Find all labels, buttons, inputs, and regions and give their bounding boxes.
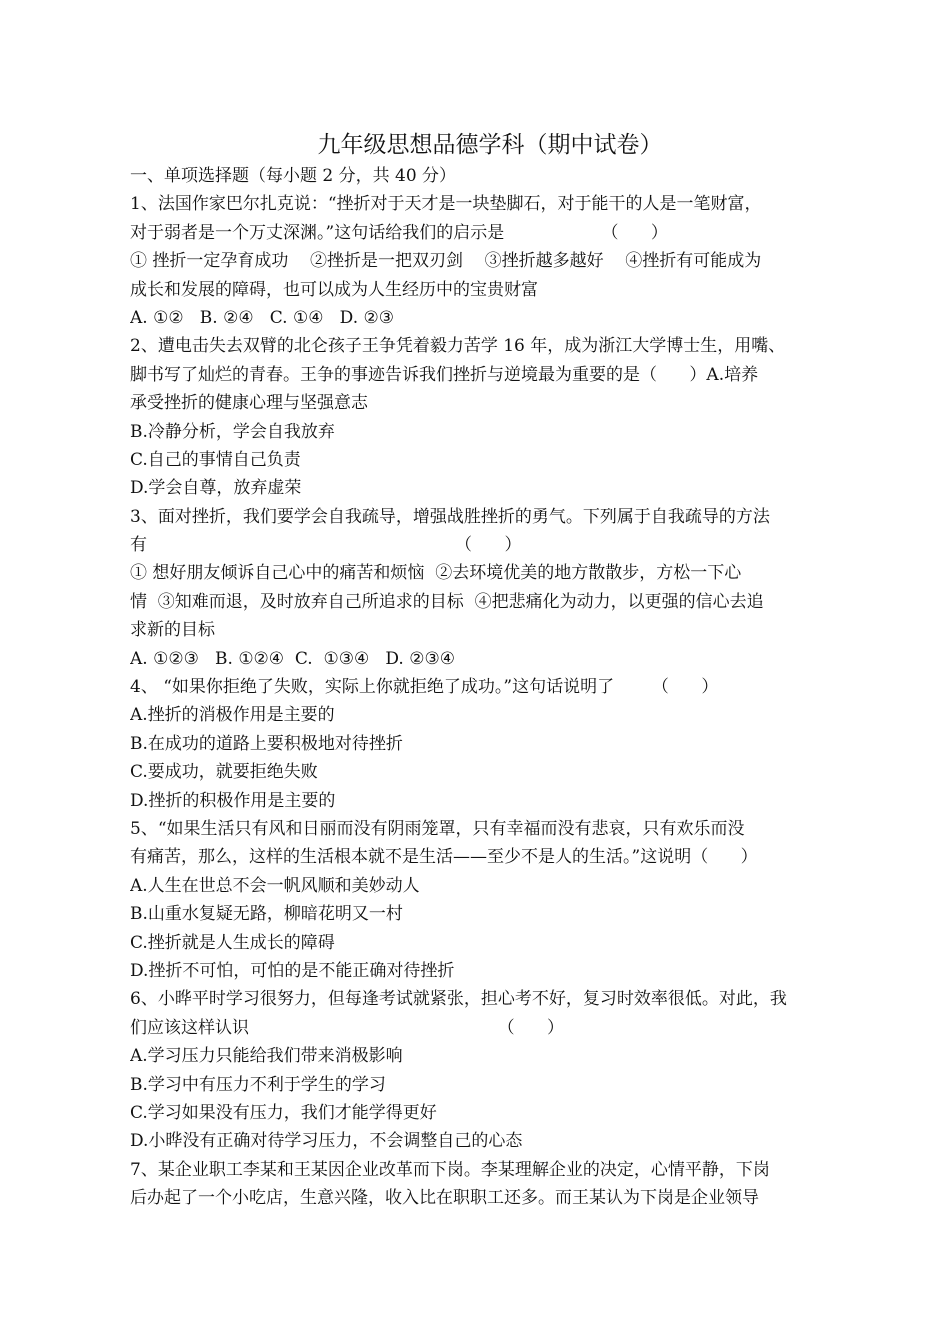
text-line: ① 想好朋友倾诉自己心中的痛苦和烦恼 ②去环境优美的地方散散步，方松一下心 — [130, 563, 742, 584]
question-body — [130, 190, 830, 1212]
text-line: A.学习压力只能给我们带来消极影响 — [130, 1046, 403, 1067]
text-line: 4、 “如果你拒绝了失败，实际上你就拒绝了成功。”这句话说明了 （ ） — [130, 677, 719, 698]
text-line: 脚书写了灿烂的青春。王争的事迹告诉我们挫折与逆境最为重要的是（ ）A.培养 — [130, 364, 759, 385]
text-line: 5、“如果生活只有风和日丽而没有阴雨笼罩，只有幸福而没有悲哀，只有欢乐而没 — [130, 818, 745, 839]
text-line: A.挫折的消极作用是主要的 — [130, 705, 335, 726]
text-line: 6、小晔平时学习很努力，但每逢考试就紧张，担心考不好，复习时效率很低。对此，我 — [130, 989, 787, 1010]
text-line: A.人生在世总不会一帆风顺和美妙动人 — [130, 875, 420, 896]
exam-title: 九年级思想品德学科（期中试卷） — [317, 132, 663, 158]
text-line: 成长和发展的障碍，也可以成为人生经历中的宝贵财富 — [130, 279, 538, 300]
text-line: 7、某企业职工李某和王某因企业改革而下岗。李某理解企业的决定，心情平静，下岗 — [130, 1159, 770, 1180]
text-line: C.挫折就是人生成长的障碍 — [130, 932, 335, 953]
text-line: 有痛苦，那么，这样的生活根本就不是生活——至少不是人的生活。”这说明（ ） — [130, 847, 758, 868]
text-line: C.要成功，就要拒绝失败 — [130, 762, 318, 783]
text-line: 2、遭电击失去双臂的北仑孩子王争凭着毅力苦学 16 年，成为浙江大学博士生，用嘴、 — [130, 336, 786, 357]
text-line: 对于弱者是一个万丈深渊。”这句话给我们的启示是 （ ） — [130, 222, 668, 243]
text-line: C.学习如果没有压力，我们才能学得更好 — [130, 1102, 437, 1123]
text-line: D.挫折不可怕，可怕的是不能正确对待挫折 — [130, 960, 455, 981]
text-line: 3、面对挫折，我们要学会自我疏导，增强战胜挫折的勇气。下列属于自我疏导的方法 — [130, 506, 770, 527]
text-line: 们应该这样认识 （ ） — [130, 1017, 564, 1038]
text-line: B.在成功的道路上要积极地对待挫折 — [130, 733, 403, 754]
text-line: 后办起了一个小吃店，生意兴隆，收入比在职职工还多。而王某认为下岗是企业领导 — [130, 1188, 759, 1209]
text-line: 承受挫折的健康心理与坚强意志 — [130, 393, 368, 414]
exam-page — [130, 128, 830, 1212]
text-line: C.自己的事情自己负责 — [130, 449, 301, 470]
text-line: 1、法国作家巴尔扎克说：“挫折对于天才是一块垫脚石，对于能干的人是一笔财富， — [130, 194, 762, 215]
text-line: D.小晔没有正确对待学习压力，不会调整自己的心态 — [130, 1131, 523, 1152]
text-line: A. ①②③ B. ①②④ C. ①③④ D. ②③④ — [130, 648, 455, 669]
text-line: 情 ③知难而退，及时放弃自己所追求的目标 ④把悲痛化为动力，以更强的信心去追 — [130, 591, 764, 612]
text-line: A. ①② B. ②④ C. ①④ D. ②③ — [130, 307, 394, 328]
text-line: ① 挫折一定孕育成功 ②挫折是一把双刃剑 ③挫折越多越好 ④挫折有可能成为 — [130, 251, 762, 272]
text-line: D.学会自尊，放弃虚荣 — [130, 478, 302, 499]
text-line: B.冷静分析，学会自我放弃 — [130, 421, 335, 442]
text-line: D.挫折的积极作用是主要的 — [130, 790, 336, 811]
text-line: 求新的目标 — [130, 620, 215, 641]
section-heading: 一、单项选择题（每小题 2 分，共 40 分） — [130, 166, 457, 186]
text-line: B.学习中有压力不利于学生的学习 — [130, 1074, 386, 1095]
text-line: B.山重水复疑无路，柳暗花明又一村 — [130, 904, 403, 925]
text-line: 有 （ ） — [130, 535, 522, 556]
